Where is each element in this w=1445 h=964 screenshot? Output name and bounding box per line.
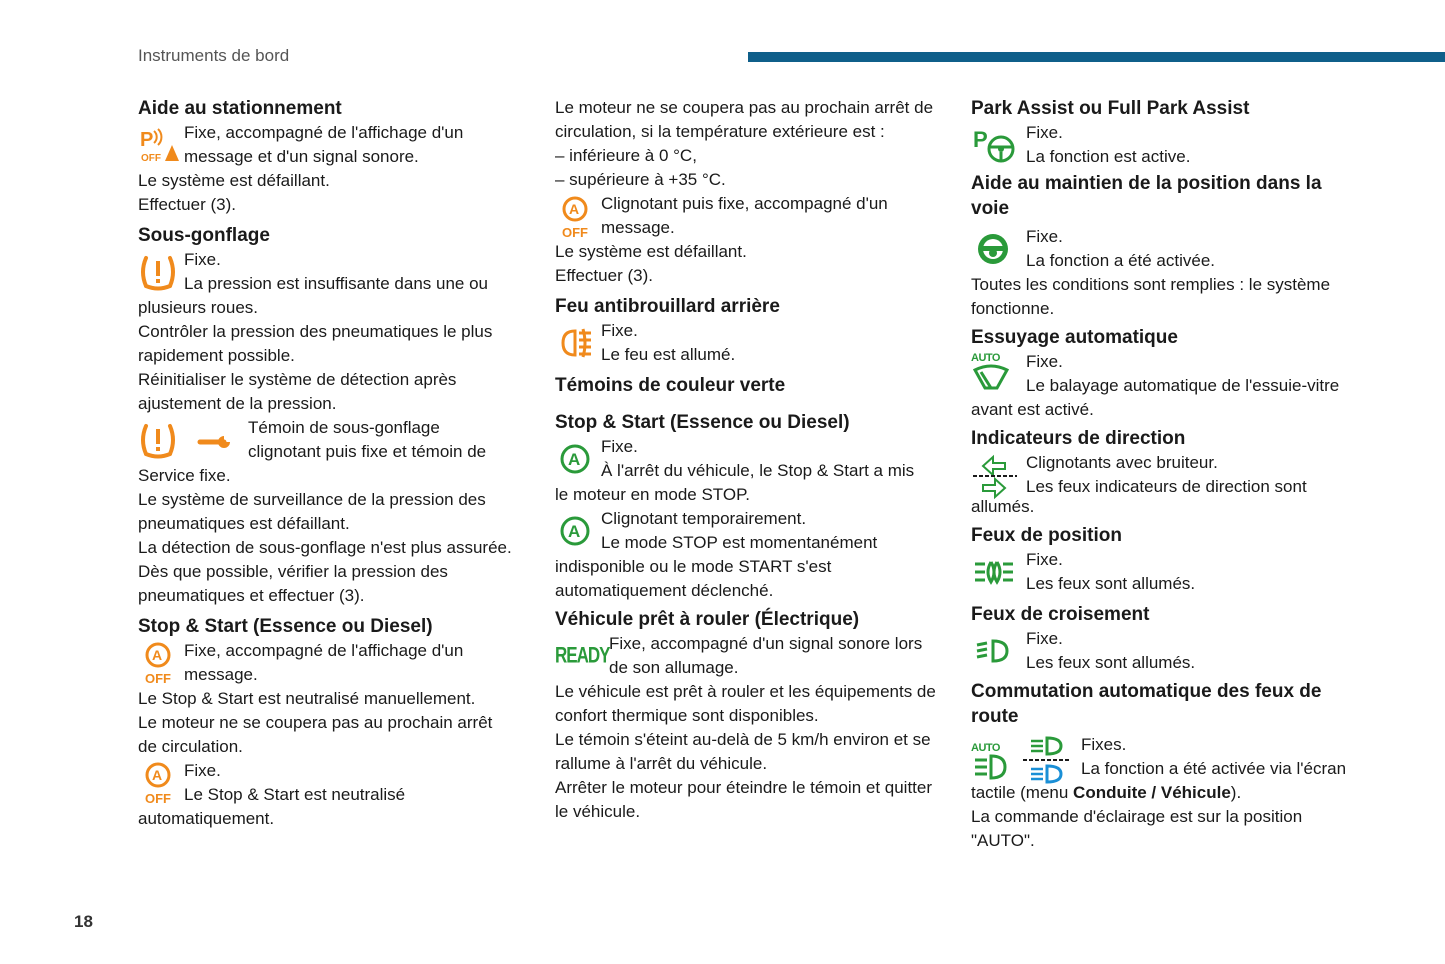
text-line	[971, 781, 1363, 805]
section-title: Feu antibrouillard arrière	[555, 296, 780, 317]
svg-text:OFF: OFF	[145, 671, 171, 685]
paragraph: Effectuer (3).	[138, 195, 236, 214]
indicator-row	[555, 507, 940, 555]
section-title: Témoins de couleur verte	[555, 375, 786, 396]
svg-text:A: A	[152, 767, 163, 783]
section-title: Stop & Start (Essence ou Diesel)	[555, 412, 850, 433]
column-2	[555, 96, 940, 824]
text-fragment: ).	[1230, 783, 1242, 802]
text-line: Le feu est allumé.	[601, 345, 736, 364]
text-line: Fixe.	[1026, 352, 1063, 371]
text-line: clignotant puis fixe et témoin de	[248, 442, 487, 461]
paragraph: Dès que possible, vérifier la pression des pneumatiques et effectuer (3).	[138, 562, 448, 605]
list-item: – inférieure à 0 °C,	[555, 146, 697, 165]
text-line: Fixe.	[1026, 123, 1063, 142]
header-bar	[748, 52, 1445, 62]
text-line: Les feux sont allumés.	[1026, 653, 1196, 672]
text-line: message.	[601, 218, 675, 237]
lane-keeping-icon	[971, 227, 1026, 271]
indicator-row	[971, 350, 1363, 398]
text-line: Le balayage automatique de l'essuie-vitre	[1026, 376, 1340, 395]
column-3	[971, 96, 1363, 853]
tyre-pressure-icon	[138, 250, 184, 294]
position-lights-icon	[971, 550, 1026, 594]
section-title: Véhicule prêt à rouler (Électrique)	[555, 609, 860, 630]
text-line: message et d'un signal sonore.	[184, 147, 419, 166]
svg-text:A: A	[152, 647, 163, 663]
text-line: message.	[184, 665, 258, 684]
auto-high-beam-icon-label: AUTO	[971, 742, 1000, 754]
paragraph: Le système est défaillant.	[555, 242, 747, 261]
indicator-row	[138, 121, 516, 169]
indicator-row	[971, 733, 1363, 787]
text-line: Fixe.	[184, 761, 221, 780]
section-title: Feux de croisement	[971, 604, 1150, 625]
text-line: Fixe.	[1026, 629, 1063, 648]
paragraph: Le véhicule est prêt à rouler et les équipements de confort thermique sont disponibles.	[555, 682, 936, 725]
text-line: Fixe.	[1026, 227, 1063, 246]
section-title: Indicateurs de direction	[971, 428, 1186, 449]
park-assist-off-icon	[138, 123, 184, 167]
column-1	[138, 96, 516, 831]
turn-signals-icon	[971, 453, 1026, 501]
text-line: La fonction est active.	[1026, 147, 1191, 166]
section-title: Stop & Start (Essence ou Diesel)	[138, 616, 433, 637]
paragraph: Arrêter le moteur pour éteindre le témoin et quitter le véhicule.	[555, 778, 933, 821]
indicator-row	[555, 632, 940, 680]
text-line: Fixe, accompagné de l'affichage d'un	[184, 641, 464, 660]
indicator-row	[971, 627, 1363, 675]
svg-text:A: A	[568, 450, 581, 469]
paragraph: Le témoin s'éteint au-delà de 5 km/h environ et se rallume à l'arrêt du véhicule.	[555, 730, 931, 773]
svg-text:P: P	[140, 129, 154, 151]
text-line: indisponible ou le mode START s'est automatiquement déclenché.	[555, 557, 832, 600]
rear-fog-light-icon	[555, 321, 601, 365]
list-item: – supérieure à +35 °C.	[555, 170, 726, 189]
text-line: automatiquement.	[138, 809, 275, 828]
text-line: Fixe, accompagné d'un signal sonore lors	[609, 634, 923, 653]
text-line: plusieurs roues.	[138, 298, 259, 317]
paragraph: Toutes les conditions sont remplies : le système fonctionne.	[971, 275, 1331, 318]
text-line: Le mode STOP est momentanément	[601, 533, 878, 552]
paragraph: La détection de sous-gonflage n'est plus assurée.	[138, 538, 512, 557]
svg-text:A: A	[569, 201, 580, 217]
auto-wiper-icon-label: AUTO	[971, 352, 1000, 364]
menu-path: Conduite / Véhicule	[1073, 783, 1231, 802]
page-number: 18	[74, 912, 93, 931]
paragraph: Le système de surveillance de la pression des pneumatiques est défaillant.	[138, 490, 486, 533]
text-line: Fixe.	[601, 321, 638, 340]
paragraph: Effectuer (3).	[555, 266, 653, 285]
paragraph: Réinitialiser le système de détection après ajustement de la pression.	[138, 370, 457, 413]
text-line: le moteur en mode STOP.	[555, 485, 750, 504]
tyre-and-service-icons	[138, 418, 248, 462]
paragraph: Le moteur ne se coupera pas au prochain arrêt de circulation.	[138, 713, 493, 756]
indicator-row	[138, 416, 516, 464]
text-line: Fixe.	[184, 250, 221, 269]
indicator-row	[971, 121, 1363, 169]
dipped-beam-icon	[971, 629, 1026, 673]
park-assist-icon	[971, 123, 1026, 167]
auto-wiper-icon	[971, 352, 1026, 396]
svg-text:A: A	[568, 522, 581, 541]
section-title: Aide au maintien de la position dans la voie	[971, 173, 1322, 219]
text-line: Fixe.	[1026, 550, 1063, 569]
text-line: Clignotant temporairement.	[601, 509, 807, 528]
stop-start-off-icon	[138, 641, 184, 685]
indicator-row	[971, 451, 1363, 501]
auto-high-beam-icons	[971, 735, 1081, 787]
text-line: À l'arrêt du véhicule, le Stop & Start a mis	[601, 461, 915, 480]
section-title: Park Assist ou Full Park Assist	[971, 98, 1250, 119]
paragraph: Contrôler la pression des pneumatiques le plus rapidement possible.	[138, 322, 493, 365]
text-line: Fixes.	[1081, 735, 1127, 754]
paragraph: Le système est défaillant.	[138, 171, 330, 190]
section-title: Aide au stationnement	[138, 98, 342, 119]
indicator-row	[555, 192, 940, 240]
section-title: Commutation automatique des feux de route	[971, 681, 1322, 727]
text-line: Clignotants avec bruiteur.	[1026, 453, 1218, 472]
svg-text:P: P	[973, 127, 988, 152]
paragraph: Le Stop & Start est neutralisé manuellement.	[138, 689, 476, 708]
indicator-row	[971, 225, 1363, 273]
text-line: Clignotant puis fixe, accompagné d'un	[601, 194, 888, 213]
text-line: La fonction a été activée via l'écran	[1081, 759, 1347, 778]
ready-icon-label: READY	[555, 643, 610, 668]
text-fragment: tactile (menu	[971, 783, 1074, 802]
text-line: Fixe.	[601, 437, 638, 456]
stop-start-icon	[555, 437, 601, 481]
indicator-row	[555, 319, 940, 367]
indicator-row	[971, 548, 1363, 596]
stop-start-off-icon	[555, 194, 601, 240]
text-line: La fonction a été activée.	[1026, 251, 1216, 270]
text-line: La pression est insuffisante dans une ou	[184, 274, 489, 293]
header-section-title: Instruments de bord	[138, 46, 290, 65]
indicator-row	[555, 435, 940, 483]
text-line: Les feux indicateurs de direction sont	[1026, 477, 1307, 496]
text-line: Service fixe.	[138, 466, 231, 485]
stop-start-off-icon	[138, 761, 184, 805]
indicator-row	[138, 248, 516, 296]
section-title: Essuyage automatique	[971, 327, 1178, 348]
svg-text:OFF: OFF	[141, 153, 161, 164]
stop-start-icon	[555, 509, 601, 553]
text-line: avant est activé.	[971, 400, 1094, 419]
paragraph: La commande d'éclairage est sur la position "AUTO".	[971, 807, 1303, 850]
text-line: Témoin de sous-gonflage	[248, 418, 440, 437]
indicator-row	[138, 759, 516, 807]
text-line: Fixe, accompagné de l'affichage d'un	[184, 123, 464, 142]
ready-icon	[555, 634, 609, 678]
text-line: de son allumage.	[609, 658, 739, 677]
section-title: Sous-gonflage	[138, 225, 270, 246]
svg-text:OFF: OFF	[145, 791, 171, 805]
indicator-row	[138, 639, 516, 687]
text-line: Le Stop & Start est neutralisé	[184, 785, 406, 804]
svg-text:OFF: OFF	[562, 225, 588, 239]
section-title: Feux de position	[971, 525, 1122, 546]
text-line: Les feux sont allumés.	[1026, 574, 1196, 593]
paragraph: Le moteur ne se coupera pas au prochain arrêt de circulation, si la température extérieure est :	[555, 98, 934, 141]
text-line: allumés.	[971, 497, 1035, 516]
